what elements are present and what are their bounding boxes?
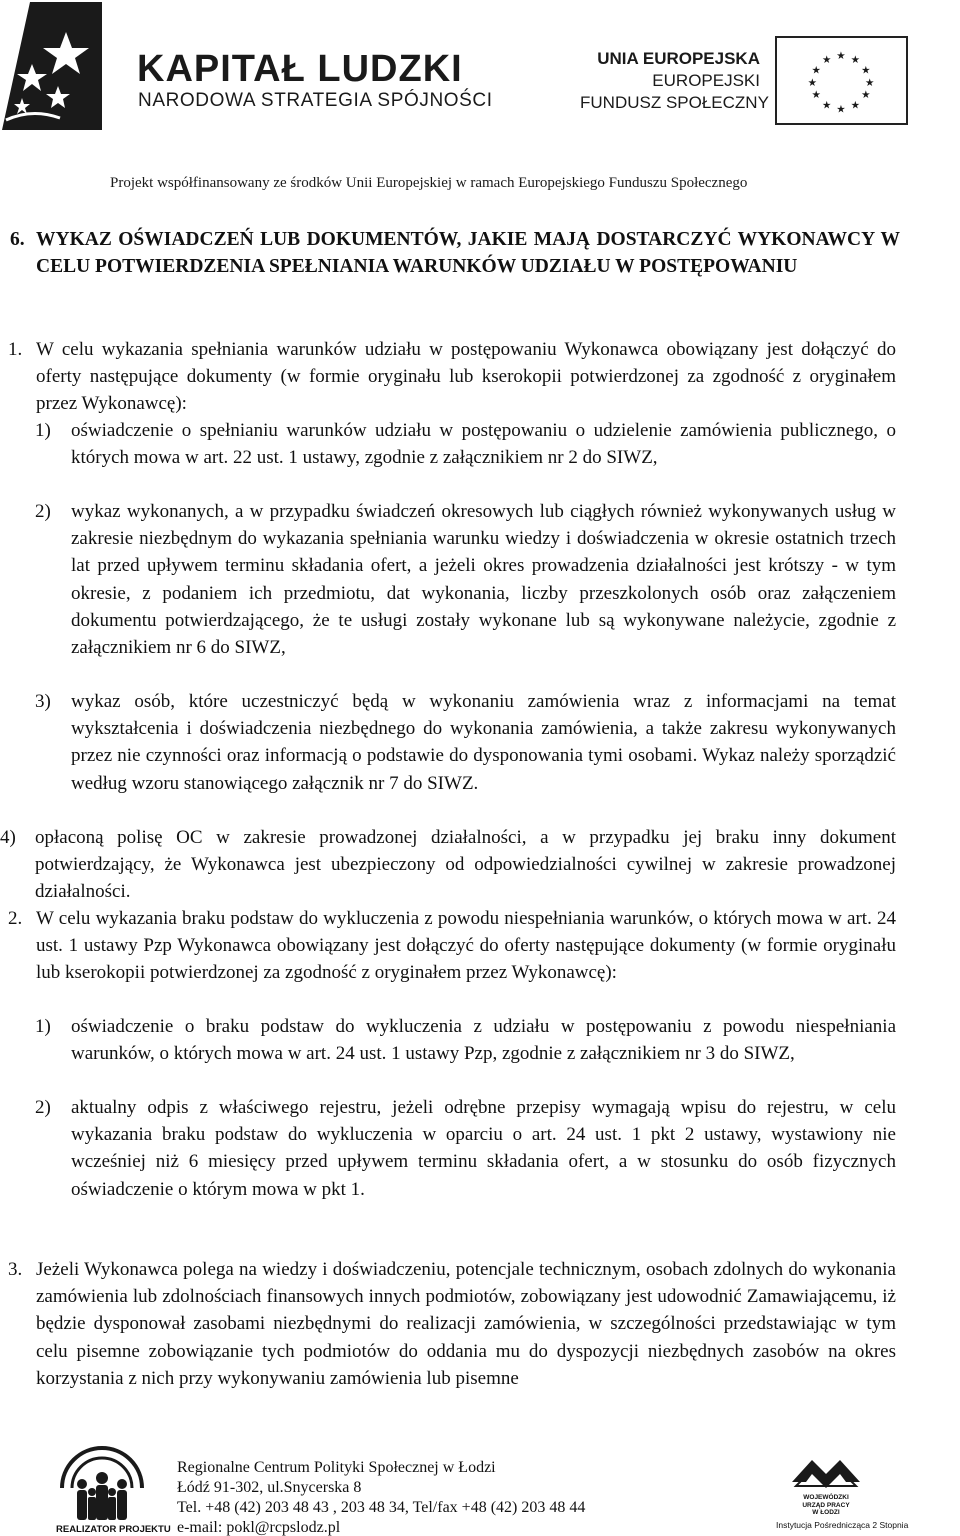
eu-line-1: UNIA EUROPEJSKA: [597, 49, 760, 68]
point-3-text: Jeżeli Wykonawca polega na wiedzy i doświadczeniu, potencjale technicznym, osobach zdolnych do wykonania zamówienia lub zdolnościach finansowych innych podmiotów, zobowiązany jest udowodnić Zamawiającemu, iż będzie dysponował zasobami niezbędnymi do realizacji zamówienia, w szczególności przedstawiając w tym celu pisemne zobowiązanie tych podmiotów do oddania mu do dyspozycji niezbędnych zasobów na okres korzystania z nich przy wykonywaniu zamówienia lub pisemne: [36, 1259, 896, 1389]
item-number: 4): [0, 827, 16, 848]
point-3: [8, 1256, 896, 1392]
eu-flag-icon: [775, 36, 908, 125]
item-number: 2): [35, 1097, 51, 1118]
svg-text:★: ★: [864, 76, 875, 89]
kapital-ludzki-logo: [2, 2, 120, 130]
item-text: opłaconą polisę OC w zakresie prowadzonej działalności, a w przypadku jej braku inny dokument potwierdzający, że Wykonawca jest ubezpieczony od odpowiedzialności cywilnej w zakresie prowadzonej działalności.: [35, 827, 896, 903]
point-1: [8, 336, 896, 418]
footer-org-name: Regionalne Centrum Polityki Społecznej w Łodzi: [177, 1459, 496, 1476]
point-2-number: 2.: [8, 908, 23, 929]
point-1-item-2: [35, 498, 896, 661]
point-2-text: W celu wykazania braku podstaw do wykluczenia z powodu niespełniania warunków, o których mowa w art. 24 ust. 1 ustawy Pzp Wykonawca obowiązany jest dołączyć do oferty następujące dokumenty (w formie oryginału lub kserokopii potwierdzonej za zgodność z oryginałem przez Wykonawcę):: [36, 908, 896, 984]
point-3-number: 3.: [8, 1259, 23, 1280]
svg-text:★: ★: [836, 103, 846, 116]
eu-fund-text: [580, 48, 769, 114]
section-number: 6.: [10, 229, 25, 250]
wup-name: WOJEWÓDZKI URZĄD PRACY W ŁODZI: [802, 1494, 850, 1516]
svg-text:★: ★: [861, 89, 871, 102]
point-1-number: 1.: [8, 339, 23, 360]
item-text: wykaz wykonanych, a w przypadku świadczeń okresowych lub ciągłych również wykonywanych usług w zakresie niezbędnym do wykazania spełniania warunku wiedzy i doświadczenia w okresie ostatnich trzech lat przed upływem terminu składania ofert, a jeżeli okres prowadzenia działalności jest krótszy - w tym okresie, z podaniem ich przedmiotu, dat wykonania, liczby przeszkolonych osób oraz załączeniem dokumentu potwierdzającego, że te usługi zostały wykonane lub są wykonywane należycie, zgodnie z załącznikiem nr 6 do SIWZ,: [71, 501, 896, 659]
point-2-item-2: [35, 1094, 896, 1203]
point-1-item-4: [0, 824, 896, 906]
project-cofinancing-line: Projekt współfinansowany ze środków Unii Europejskiej w ramach Europejskiego Funduszu Społecznego: [110, 175, 748, 191]
eu-line-3: FUNDUSZ SPOŁECZNY: [580, 93, 769, 112]
realizator-logo: [52, 1438, 152, 1530]
footer-contact: [177, 1458, 585, 1536]
item-text: oświadczenie o braku podstaw do wykluczenia z udziału w postępowaniu z powodu niespełniania warunków, o których mowa w art. 24 ust. 1 ustawy Pzp, zgodnie z załącznikiem nr 3 do SIWZ,: [71, 1016, 896, 1065]
page-header: [0, 0, 960, 200]
svg-text:★: ★: [807, 76, 818, 89]
item-number: 2): [35, 501, 51, 522]
svg-text:★: ★: [836, 50, 846, 63]
svg-text:★: ★: [850, 99, 861, 112]
footer-email: e-mail: pokl@rcpslodz.pl: [177, 1519, 341, 1536]
item-number: 1): [35, 420, 51, 441]
svg-text:★: ★: [850, 53, 861, 66]
kapital-ludzki-subtitle: NARODOWA STRATEGIA SPÓJNOŚCI: [138, 90, 493, 111]
svg-text:★: ★: [821, 53, 832, 66]
point-2-item-1: [35, 1013, 896, 1067]
page-footer: [0, 1432, 960, 1536]
section-title: WYKAZ OŚWIADCZEŃ LUB DOKUMENTÓW, JAKIE MAJĄ DOSTARCZYĆ WYKONAWCY W CELU POTWIERDZENIA SPEŁNIANIA WARUNKÓW UDZIAŁU W POSTĘPOWANIU: [36, 229, 900, 277]
point-1-text: W celu wykazania spełniania warunków udziału w postępowaniu Wykonawca obowiązany jest dołączyć do oferty następujące dokumenty (w formie oryginału lub kserokopii potwierdzonej za zgodność z oryginałem przez Wykonawcę):: [36, 339, 896, 415]
item-number: 1): [35, 1016, 51, 1037]
svg-text:★: ★: [811, 64, 821, 77]
svg-text:★: ★: [811, 89, 821, 102]
item-text: aktualny odpis z właściwego rejestru, jeżeli odrębne przepisy wymagają wpisu do rejestru, w celu wykazania braku podstaw do wykluczenia w oparciu o art. 24 ust. 1 pkt 2 ustawy, wystawiony nie wcześniej niż 6 miesięcy przed upływem terminu składania ofert, a w stosunku do osób fizycznych oświadczenie o którym mowa w pkt 1.: [71, 1097, 896, 1200]
kapital-ludzki-title: KAPITAŁ LUDZKI: [137, 48, 463, 90]
item-text: wykaz osób, które uczestniczyć będą w wykonaniu zamówienia wraz z informacjami na temat wykształcenia i doświadczenia niezbędnego do wykonania zamówienia, a także zakresu wykonywanych przez nie czynności oraz informacją o podstawie do dysponowania tymi osobami. Wykaz należy sporządzić według wzoru stanowiącego załącznik nr 7 do SIWZ.: [71, 691, 896, 794]
footer-address: Łódź 91-302, ul.Snycerska 8: [177, 1479, 362, 1496]
item-number: 3): [35, 691, 51, 712]
realizator-label: REALIZATOR PROJEKTU: [56, 1524, 171, 1535]
eu-line-2: EUROPEJSKI: [652, 71, 760, 90]
wup-label: Instytucja Pośrednicząca 2 Stopnia: [776, 1520, 909, 1530]
footer-phone: Tel. +48 (42) 203 48 43 , 203 48 34, Tel/fax +48 (42) 203 48 44: [177, 1499, 586, 1516]
svg-text:★: ★: [821, 99, 832, 112]
svg-text:★: ★: [861, 64, 871, 77]
point-1-item-3: [35, 688, 896, 797]
point-2: [8, 905, 896, 987]
item-text: oświadczenie o spełnianiu warunków udziału w postępowaniu o udzielenie zamówienia publicznego, o których mowa w art. 22 ust. 1 ustawy, zgodnie z załącznikiem nr 2 do SIWZ,: [71, 420, 896, 469]
point-1-item-1: [35, 417, 896, 471]
section-heading: [10, 226, 900, 280]
